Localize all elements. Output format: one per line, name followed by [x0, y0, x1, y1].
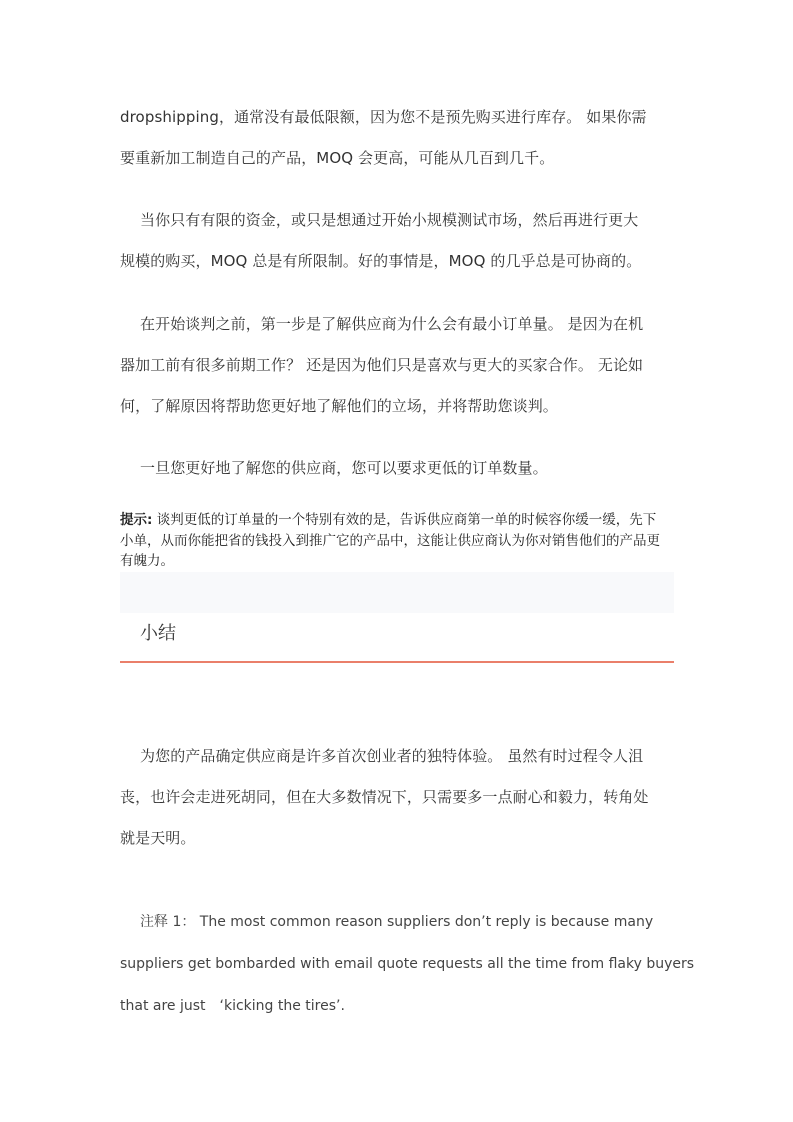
- tip-box: [120, 510, 676, 572]
- paragraph-before-negotiation: [120, 304, 676, 427]
- footnote-line: 注释 1： The most common reason suppliers don’t reply is because many: [140, 914, 654, 930]
- text-line: dropshipping，通常没有最低限额，因为您不是预先购买进行库存。 如果你需: [120, 108, 647, 126]
- section-title: 小结: [140, 623, 176, 644]
- text-line: 就是天明。: [120, 829, 196, 847]
- tip-text: 谈判更低的订单量的一个特别有效的是，告诉供应商第一单的时候容你缓一缓，先下: [152, 512, 657, 528]
- text-line: 何，了解原因将帮助您更好地了解他们的立场，并将帮助您谈判。: [120, 397, 558, 415]
- tip-line: [120, 510, 676, 531]
- footnote-line: suppliers get bombarded with email quote requests all the time from flaky buyers: [120, 956, 695, 972]
- text-line: 在开始谈判之前，第一步是了解供应商为什么会有最小订单量。 是因为在机: [140, 315, 644, 333]
- text-line: 丧，也许会走进死胡同，但在大多数情况下，只需要多一点耐心和毅力，转角处: [120, 788, 649, 806]
- footnote: [120, 901, 695, 1027]
- text-line: 规模的购买，MOQ 总是有所限制。好的事情是，MOQ 的几乎总是可协商的。: [120, 252, 642, 270]
- paragraph-summary: [120, 736, 676, 859]
- text-line: 一旦您更好地了解您的供应商，您可以要求更低的订单数量。: [140, 459, 548, 477]
- tip-label: 提示:: [120, 512, 153, 528]
- section-divider: [120, 661, 674, 663]
- text-line: 器加工前有很多前期工作？ 还是因为他们只是喜欢与更大的买家合作。 无论如: [120, 356, 644, 374]
- paragraph-lower-order: [120, 448, 676, 489]
- text-line: 当你只有有限的资金，或只是想通过开始小规模测试市场，然后再进行更大: [140, 211, 639, 229]
- section-header-background: [120, 572, 674, 613]
- footnote-line: that are just ‘kicking the tires’.: [120, 998, 345, 1014]
- text-line: 为您的产品确定供应商是许多首次创业者的独特体验。 虽然有时过程令人沮: [140, 747, 644, 765]
- text-line: 要重新加工制造自己的产品，MOQ 会更高，可能从几百到几千。: [120, 149, 555, 167]
- tip-line: 有魄力。: [120, 553, 174, 569]
- paragraph-limited-funds: [120, 200, 676, 282]
- tip-line: 小单，从而你能把省的钱投入到推广它的产品中，这能让供应商认为你对销售他们的产品更: [120, 532, 660, 549]
- paragraph-moq-dropshipping: [120, 97, 676, 179]
